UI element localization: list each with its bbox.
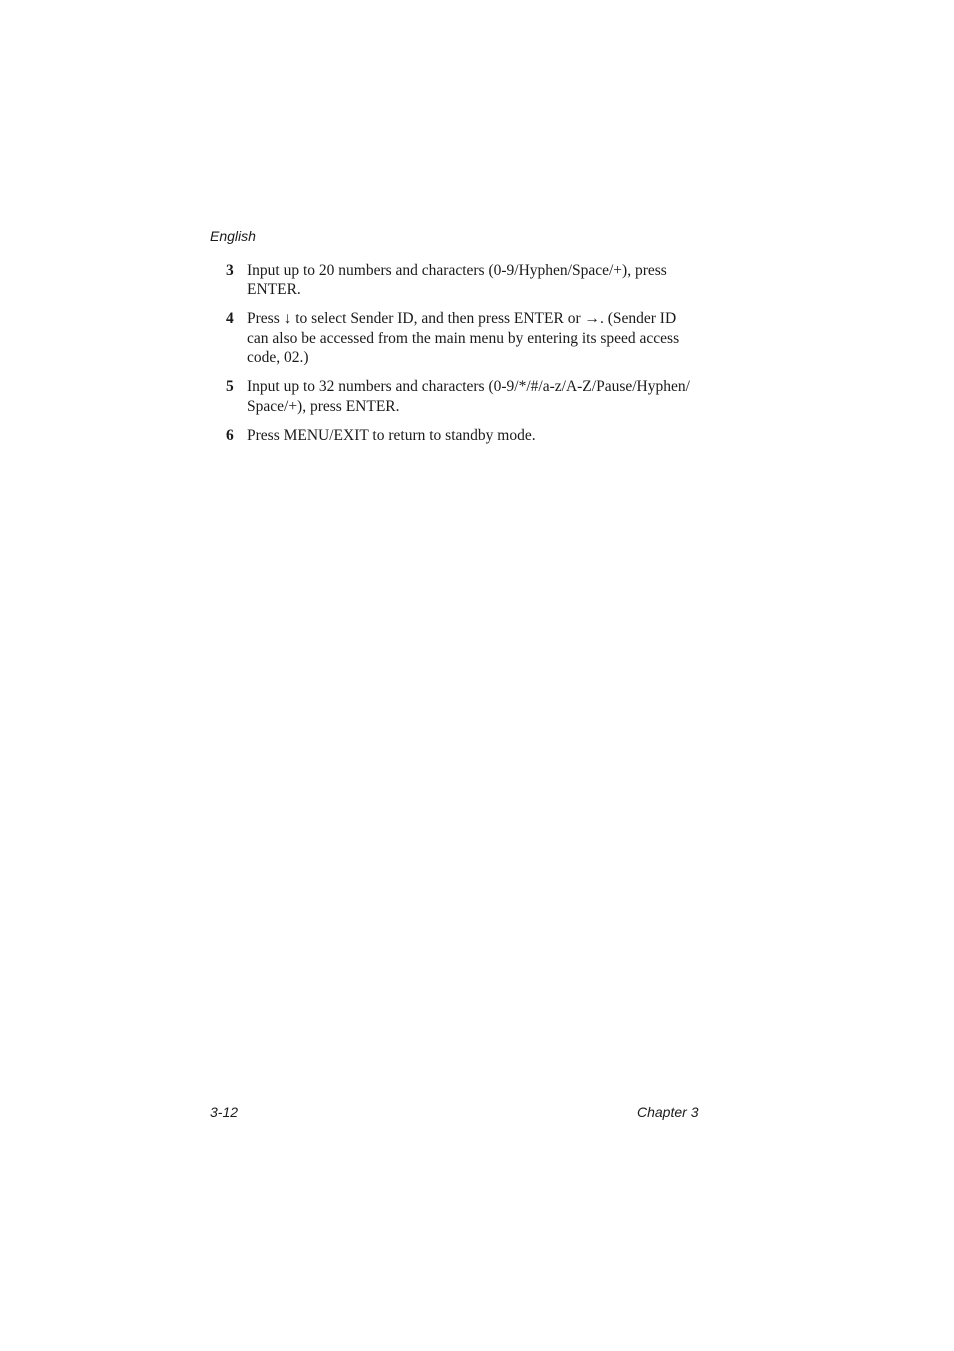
step-number: 6 [226,426,234,444]
page-number: 3-12 [210,1104,239,1120]
step-number: 4 [226,310,234,328]
step-5 [226,377,706,416]
step-number: 3 [226,262,234,279]
step-number: 5 [226,378,234,396]
step-text: Press MENU/EXIT to return to standby mode. [247,426,536,444]
step-6 [226,426,706,445]
step-text: Input up to 20 numbers and characters (0-9/Hyphen/Space/+), press ENTER. [247,262,667,299]
running-head-language: English [210,228,256,244]
step-text: Press ↓ to select Sender ID, and then press ENTER or →. (Sender ID can also be accessed from the main menu by entering its speed access code, 02.) [247,310,680,367]
chapter-label: Chapter 3 [637,1104,699,1120]
step-3 [226,261,706,300]
instruction-steps [226,261,706,455]
step-4 [226,309,706,367]
step-text: Input up to 32 numbers and characters (0-9/*/#/a-z/A-Z/Pause/Hyphen/ Space/+), press ENTER. [247,378,690,415]
